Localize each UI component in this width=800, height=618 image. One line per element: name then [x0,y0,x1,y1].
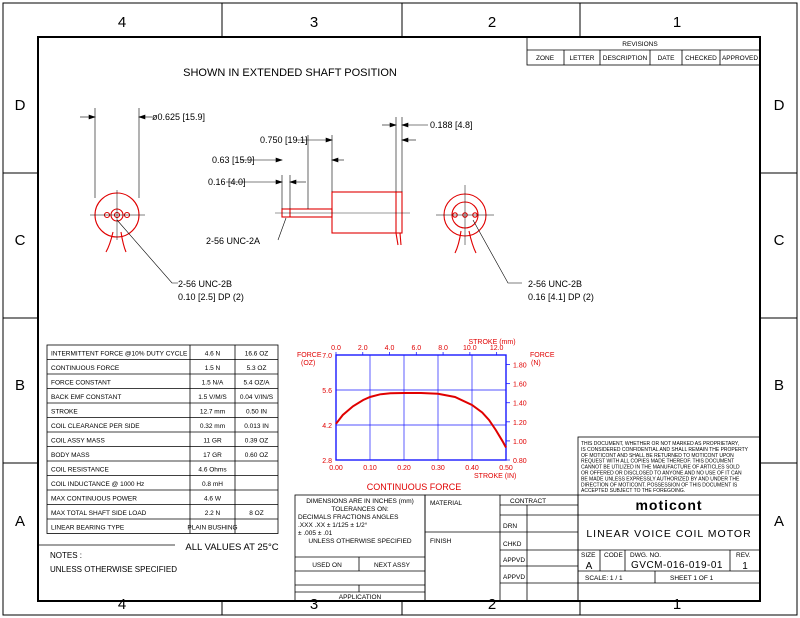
col-label-1-top: 1 [672,14,682,31]
x-tick-label-mm: 12.0 [489,345,504,352]
spec-value-metric: 1.5 N/A [201,379,224,387]
col-label-1-bottom: 1 [672,596,682,613]
y-tick-label-n: 1.60 [513,381,527,389]
force-stroke-chart [297,339,555,492]
notes [38,545,177,574]
size-label: SIZE [581,552,596,559]
spec-value-metric: 1.5 N [204,364,221,372]
x-tick-label-in: 0.50 [499,465,513,472]
right-axis-title-2: (N) [531,360,541,367]
tol-line3: DECIMALS FRACTIONS ANGLES [298,514,399,521]
row-label-c-right: C [773,232,785,249]
revisions-table [527,37,760,65]
contract-label: CONTRACT [510,498,547,505]
right-centerlines [436,185,494,245]
x-tick-label-in: 0.00 [329,465,343,472]
left-thread-callout: 2-56 UNC-2B [178,279,233,289]
spec-label: BODY MASS [51,451,90,459]
left-centerlines [90,190,145,240]
col-label-4-top: 4 [117,14,127,31]
spec-value-imperial: 0.013 IN [244,422,269,430]
chart-title: CONTINUOUS FORCE [366,482,462,492]
x-tick-label-in: 0.10 [363,465,377,472]
x-tick-label-mm: 4.0 [384,345,395,352]
spec-value-imperial: 0.04 V/IN/S [239,393,274,401]
disclaimer-line: OF MOTICONT AND SHALL BE RETURNED TO MOTICONT UPON [581,452,734,459]
rev-header-zone: ZONE [535,55,555,62]
x-tick-label-in: 0.40 [465,465,479,472]
disclaimer-line: REQUEST WITH ALL COPIES MADE THEREOF. THIS DOCUMENT [581,458,735,465]
col-label-2-bottom: 2 [487,596,497,613]
chkd-label: CHKD [503,541,522,548]
tol-line6: UNLESS OTHERWISE SPECIFIED [308,538,412,545]
tol-line1: DIMENSIONS ARE IN INCHES (mm) [306,498,414,505]
row-label-d-right: D [773,97,785,114]
spec-value-metric: 0.32 mm [199,422,226,430]
y-tick-label-oz: 5.6 [322,388,332,395]
spec-label: MAX CONTINUOUS POWER [51,495,137,503]
y-tick-label-n: 1.40 [513,400,527,408]
spec-value-imperial: 0.60 OZ [244,451,269,459]
company-logo: moticont [635,497,703,513]
spec-value-imperial: 5.4 OZ/A [243,379,270,387]
code-label: CODE [604,552,623,559]
top-axis-title: STROKE (mm) [468,339,516,346]
view-note: SHOWN IN EXTENDED SHAFT POSITION [183,67,397,79]
col-label-4-bottom: 4 [117,596,127,613]
x-tick-label-mm: 0.0 [331,345,341,352]
disclaimer-line: DIRECTION OF MOTICONT. POSSESSION OF THIS DOCUMENT IS [581,482,738,489]
dim-0188: 0.188 [4.8] [430,120,473,130]
row-label-b-left: B [14,377,26,394]
next-assy-label: NEXT ASSY [373,562,411,569]
disclaimer-line: CANNOT BE UTILIZED IN THE MANUFACTURE OF ARTICLES SOLD [581,464,740,471]
spec-value-metric: 12.7 mm [199,408,226,416]
title-block [578,437,760,601]
right-axis-title-1: FORCE [530,352,555,359]
spec-label: COIL ASSY MASS [51,437,105,445]
used-on-label: USED ON [312,562,342,569]
y-tick-label-n: 1.00 [513,438,527,446]
sheet-border [3,3,797,615]
x-tick-label-in: 0.20 [397,465,411,472]
spec-value-metric: 4.6 Ohms [198,466,227,474]
row-label-c-left: C [14,232,26,249]
plot-frame [336,355,506,460]
spec-label: BACK EMF CONSTANT [51,393,122,401]
disclaimer-line: ACCEPTED SUBJECT TO THE FOREGOING. [581,488,686,495]
spec-value-imperial: 0.39 OZ [244,437,269,445]
rev-header-date: DATE [657,55,675,62]
y-tick-label-n: 0.80 [513,458,527,465]
dim-diameter: ø0.625 [15.9] [152,112,206,122]
tol-line4: .XXX .XX ± 1/125 ± 1/2° [298,522,368,529]
zone-labels [15,14,785,613]
disclaimer-line: IS CONSIDERED CONFIDENTIAL AND SHALL REMAIN THE PROPERTY [581,446,748,453]
spec-label: MAX TOTAL SHAFT SIDE LOAD [51,509,147,517]
rev-value: 1 [742,561,748,572]
finish-label: FINISH [430,538,452,545]
spec-value-imperial: 8 OZ [249,509,264,517]
series-line [336,393,506,448]
col-label-3-top: 3 [309,14,319,31]
row-label-b-right: B [773,377,785,394]
left-axis-title-1: FORCE [297,352,322,359]
row-label-a-right: A [773,513,785,530]
shaft-thread-callout: 2-56 UNC-2A [206,236,261,246]
disclaimer-line: THIS DOCUMENT, WHETHER OR NOT MARKED AS PROPRIETARY, [581,441,739,447]
tol-line5: ± .005 ± .01 [298,530,333,537]
side-view [282,192,402,245]
dim-0750: 0.750 [19.1] [260,135,308,145]
y-tick-label-n: 1.20 [513,419,527,427]
dwg-label: DWG. NO. [630,552,662,559]
rev-header-letter: LETTER [569,55,595,62]
material-label: MATERIAL [430,500,463,507]
row-label-d-left: D [14,97,26,114]
spec-value-metric: 11 GR [203,437,222,445]
scale-text: SCALE: 1 / 1 [585,575,623,582]
disclaimer-line: OR OFFERED OR DISCLOSED TO ANYONE AND NO USE OF IT CAN [581,470,742,477]
rev-header-checked: CHECKED [685,55,717,62]
appvd-label-2: APPVD [503,574,526,581]
col-label-2-top: 2 [487,14,497,31]
spec-value-metric: 0.8 mH [202,480,223,488]
specs-footer: ALL VALUES AT 25°C [185,542,279,553]
disclaimer-line: BE MADE UNLESS EXPRESSLY AUTHORIZED BY AND UNDER THE [581,476,740,483]
x-tick-label-mm: 6.0 [411,345,422,352]
col-label-3-bottom: 3 [309,596,319,613]
left-axis-title-2: (OZ) [301,360,316,367]
dim-063: 0.63 [15.9] [212,155,255,165]
application-label: APPLICATION [338,594,382,601]
row-label-a-left: A [14,513,26,530]
tolerance-block [295,495,425,601]
drn-label: DRN [503,523,518,530]
spec-value-imperial: 16.6 OZ [244,350,269,358]
revisions-title: REVISIONS [622,41,658,48]
material-contract-block [425,495,578,601]
spec-label: COIL CLEARANCE PER SIDE [51,422,140,430]
spec-label: STROKE [51,408,78,416]
rev-header-approved: APPROVED [721,55,759,62]
spec-label: CONTINUOUS FORCE [51,364,120,372]
spec-value-imperial: 0.50 IN [246,408,267,416]
dim-016: 0.16 [4.0] [208,177,246,187]
size-value: A [585,561,593,572]
spec-value-imperial: 5.3 OZ [246,364,267,372]
appvd-label-1: APPVD [503,557,526,564]
sheet-text: SHEET 1 OF 1 [670,575,714,582]
spec-value-metric: 4.6 W [204,495,221,503]
spec-value-metric: 1.5 V/M/S [198,393,227,401]
notes-title: NOTES : [50,551,83,560]
spec-value-metric: 2.2 N [204,509,221,517]
x-tick-label-in: 0.30 [431,465,445,472]
spec-value-metric: PLAIN BUSHING [187,524,238,532]
bottom-axis-title: STROKE (IN) [474,473,517,480]
spec-label: COIL INDUCTANCE @ 1000 Hz [51,480,145,488]
y-tick-label-n: 1.80 [513,362,527,370]
spec-value-metric: 4.6 N [204,350,221,358]
left-depth-callout: 0.10 [2.5] DP (2) [178,292,244,302]
spec-label: FORCE CONSTANT [51,379,111,387]
x-tick-label-mm: 8.0 [438,345,448,352]
dwg-number: GVCM-016-019-01 [631,560,723,571]
x-tick-label-mm: 2.0 [357,345,368,352]
x-tick-label-mm: 10.0 [463,345,477,352]
right-depth-callout: 0.16 [4.1] DP (2) [528,292,594,302]
spec-label: COIL RESISTANCE [51,466,109,474]
part-title: LINEAR VOICE COIL MOTOR [586,528,752,540]
rev-header-description: DESCRIPTION [602,55,648,62]
spec-value-metric: 17 GR [203,451,222,459]
spec-label: LINEAR BEARING TYPE [51,524,125,532]
motor-views [80,67,594,302]
right-thread-callout: 2-56 UNC-2B [528,279,583,289]
y-tick-label-oz: 4.2 [322,423,332,430]
tol-line2: TOLERANCES ON: [331,506,389,513]
spec-label: INTERMITTENT FORCE @10% DUTY CYCLE [51,350,188,358]
rev-label: REV. [736,552,751,559]
specs-table [47,345,278,534]
notes-line1: UNLESS OTHERWISE SPECIFIED [50,565,177,574]
y-tick-label-oz: 2.8 [322,458,332,465]
y-tick-label-oz: 7.0 [322,353,332,360]
